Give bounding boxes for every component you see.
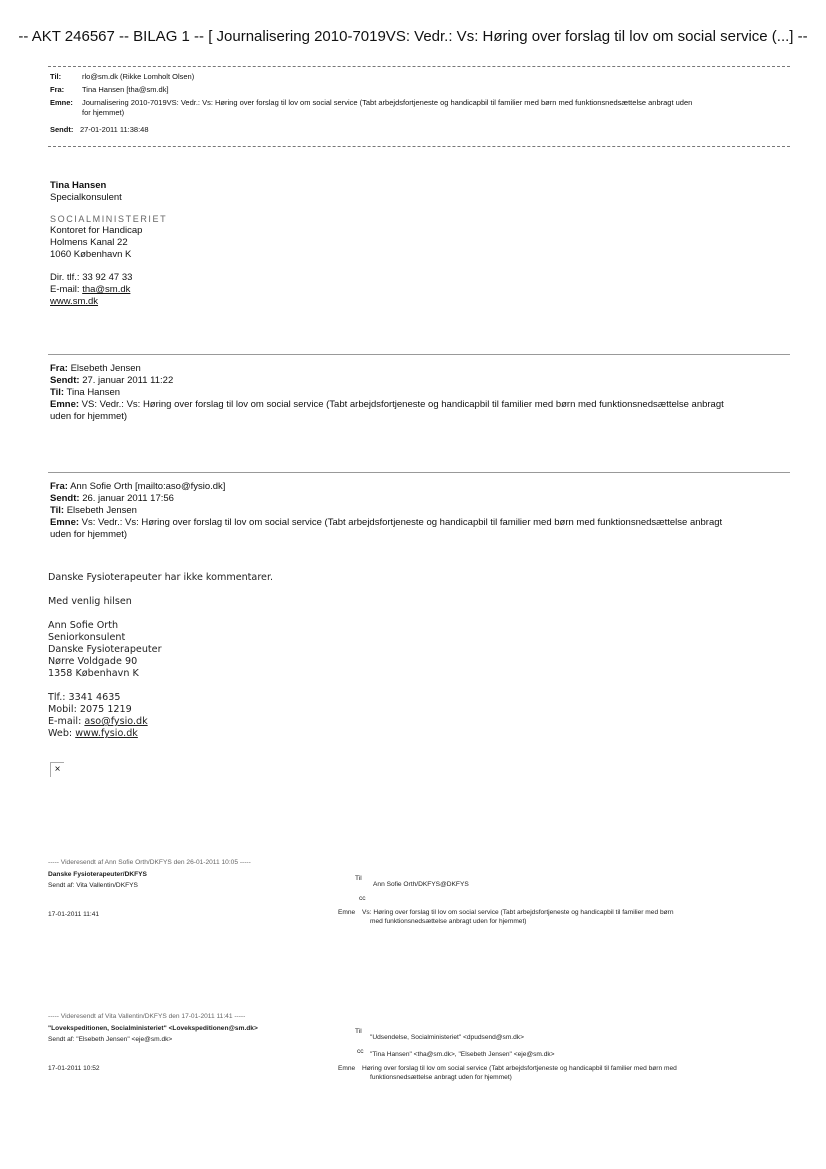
forward-block-1-left: [48, 858, 348, 919]
fwd1-from: Danske Fysioterapeuter/DKFYS: [48, 871, 147, 878]
msg1-fra-label: Fra:: [50, 363, 68, 374]
fwd1-cc-label: cc: [359, 895, 366, 902]
signature-role: Specialkonsulent: [50, 192, 122, 203]
msg2-til-value: Elsebeth Jensen: [64, 505, 137, 516]
fwd1-sendt-af: Sendt af: Vita Vallentin/DKFYS: [48, 882, 138, 889]
fwd2-cc-value: "Tina Hansen" <tha@sm.dk>, "Elsebeth Jensen" <eje@sm.dk>: [370, 1051, 555, 1058]
fwd1-til-value: Ann Sofie Orth/DKFYS@DKFYS: [373, 881, 469, 888]
message-header-1: [50, 363, 790, 423]
body-line-1: Danske Fysioterapeuter har ikke kommentarer.: [48, 572, 274, 583]
fwd2-banner: ----- Videresendt af Vita Vallentin/DKFYS den 17-01-2011 11:41 -----: [48, 1013, 246, 1020]
signature-city: 1060 København K: [50, 249, 132, 260]
message-body: [48, 572, 448, 740]
fra-label: Fra:: [50, 85, 65, 94]
fwd2-emne-label: Emne: [338, 1065, 356, 1072]
msg2-sendt-value: 26. januar 2011 17:56: [79, 493, 174, 504]
forward-block-2-right: [335, 1027, 795, 1097]
emne-value-line2: for hjemmet): [82, 108, 125, 117]
fwd1-emne-value-line2: med funktionsnedsættelse anbragt uden for hjemmet): [370, 918, 527, 925]
msg2-fra-value: Ann Sofie Orth [mailto:aso@fysio.dk]: [67, 481, 226, 492]
body-org: Danske Fysioterapeuter: [48, 644, 162, 655]
fwd2-from: "Lovekspeditionen, Socialministeriet" <Lovekspeditionen@sm.dk>: [48, 1025, 258, 1032]
signature-email-link[interactable]: tha@sm.dk: [82, 284, 131, 295]
signature-web-link[interactable]: www.sm.dk: [50, 296, 99, 307]
body-mobil: Mobil: 2075 1219: [48, 704, 132, 715]
email-prefix: E-mail:: [50, 284, 83, 295]
msg1-til-value: Tina Hansen: [64, 387, 121, 398]
body-email-row: [48, 716, 448, 728]
signature-phone: Dir. tlf.: 33 92 47 33: [50, 272, 133, 283]
msg2-sendt-label: Sendt:: [50, 493, 80, 504]
forward-block-2-left: [48, 1012, 348, 1073]
body-greeting: Med venlig hilsen: [48, 596, 132, 607]
message-header-2: [50, 481, 790, 541]
til-label: Til:: [50, 72, 62, 81]
fwd2-emne-value-line2: funktionsnedsættelse anbragt uden for hjemmet): [370, 1074, 512, 1081]
til-value: rlo@sm.dk (Rikke Lomholt Olsen): [82, 72, 195, 81]
fwd1-emne-label: Emne: [338, 909, 356, 916]
msg2-fra-label: Fra:: [50, 481, 68, 492]
fwd1-date: 17-01-2011 11:41: [48, 911, 100, 918]
emne-label: Emne:: [50, 98, 73, 107]
msg1-emne-label: Emne:: [50, 399, 80, 410]
body-web-link[interactable]: www.fysio.dk: [75, 728, 138, 739]
document-title: -- AKT 246567 -- BILAG 1 -- [ Journalisering 2010-7019VS: Vedr.: Vs: Høring over forslag til lov om social service (...] --: [18, 28, 808, 45]
forward-block-1-right: [335, 874, 795, 934]
divider: [48, 66, 790, 67]
body-email-link[interactable]: aso@fysio.dk: [84, 716, 148, 727]
body-street: Nørre Voldgade 90: [48, 656, 138, 667]
divider: [48, 472, 790, 473]
body-name: Ann Sofie Orth: [48, 620, 119, 631]
broken-image-icon: ×: [50, 762, 64, 777]
fwd2-cc-label: cc: [357, 1048, 364, 1055]
fwd2-date: 17-01-2011 10:52: [48, 1065, 100, 1072]
body-role: Seniorkonsulent: [48, 632, 126, 643]
journal-header: [50, 72, 795, 136]
divider: [48, 146, 790, 147]
fwd2-emne-value: Høring over forslag til lov om social service (Tabt arbejdsfortjeneste og handicapbil til familier med børn med: [362, 1065, 677, 1072]
body-web-prefix: Web:: [48, 728, 76, 739]
msg2-emne-value-line2: uden for hjemmet): [50, 529, 128, 540]
msg2-emne-label: Emne:: [50, 517, 80, 528]
fwd1-banner: ----- Videresendt af Ann Sofie Orth/DKFYS den 26-01-2011 10:05 -----: [48, 859, 251, 866]
body-email-prefix: E-mail:: [48, 716, 85, 727]
ministry-logo-text: SOCIALMINISTERIET: [50, 214, 168, 224]
fwd2-til-value: "Udsendelse, Socialministeriet" <dpudsend@sm.dk>: [370, 1034, 524, 1041]
msg1-til-label: Til:: [50, 387, 65, 398]
signature-street: Holmens Kanal 22: [50, 237, 128, 248]
fwd1-emne-value: Vs: Høring over forslag til lov om social service (Tabt arbejdsfortjeneste og handicapbil til familier med børn: [362, 909, 674, 916]
msg2-til-label: Til:: [50, 505, 65, 516]
msg1-fra-value: Elsebeth Jensen: [67, 363, 141, 374]
fra-value: Tina Hansen [tha@sm.dk]: [82, 85, 169, 94]
sendt-label: Sendt:: [50, 125, 74, 134]
divider: [48, 354, 790, 355]
msg1-emne-value: VS: Vedr.: Vs: Høring over forslag til lov om social service (Tabt arbejdsfortjeneste og handicapbil til familier med børn med funktionsnedsættelse anbragt: [79, 399, 724, 410]
emne-value-line1: Journalisering 2010-7019VS: Vedr.: Vs: Høring over forslag til lov om social service (Tabt arbejdsfortjeneste og handicapbil til familier med børn med funktionsnedsættelse anbragt uden: [82, 98, 693, 107]
msg1-emne-value-line2: uden for hjemmet): [50, 411, 128, 422]
signature-block: [50, 180, 350, 308]
signature-email-row: [50, 284, 350, 296]
sendt-value: 27-01-2011 11:38:48: [80, 125, 149, 134]
body-web-row: [48, 728, 448, 740]
body-city: 1358 København K: [48, 668, 139, 679]
msg1-sendt-label: Sendt:: [50, 375, 80, 386]
signature-name: Tina Hansen: [50, 180, 107, 191]
msg1-sendt-value: 27. januar 2011 11:22: [79, 375, 174, 386]
fwd2-til-label: Til: [355, 1028, 362, 1035]
fwd2-sendt-af: Sendt af: "Elsebeth Jensen" <eje@sm.dk>: [48, 1036, 173, 1043]
fwd1-til-label: Til: [355, 875, 362, 882]
body-tlf: Tlf.: 3341 4635: [48, 692, 121, 703]
msg2-emne-value: Vs: Vedr.: Vs: Høring over forslag til lov om social service (Tabt arbejdsfortjeneste og handicapbil til familier med børn med funktionsnedsættelse anbragt: [79, 517, 723, 528]
signature-office: Kontoret for Handicap: [50, 225, 143, 236]
